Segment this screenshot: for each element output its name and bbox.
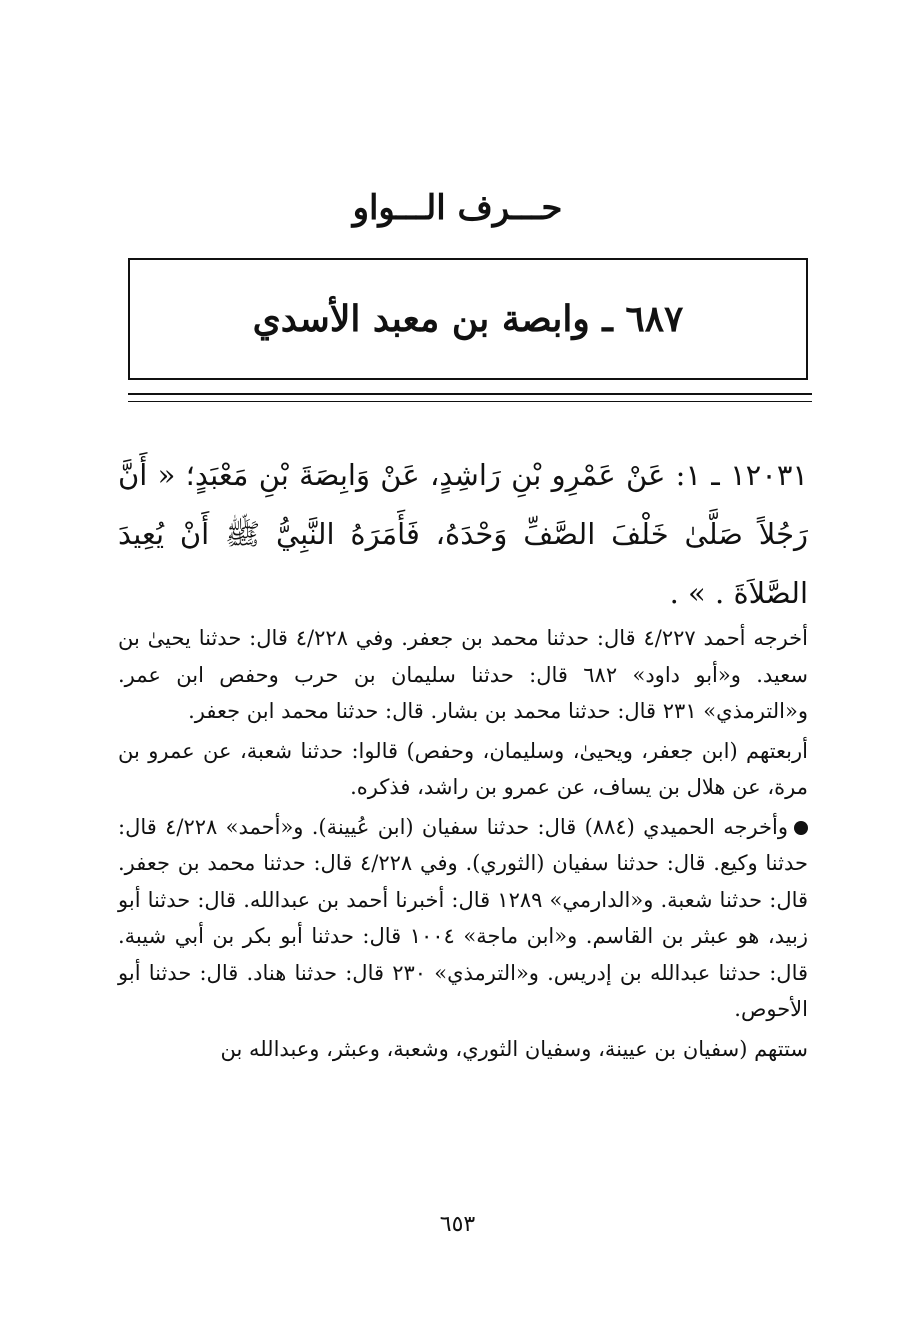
commentary-paragraph-2: أربعتهم (ابن جعفر، ويحيىٰ، وسليمان، وحفص) قالوا: حدثنا شعبة، عن عمرو بن مرة، عن هلال بن يساف، عن عمرو بن راشد، فذكره. — [118, 738, 808, 799]
commentary-paragraph-1: أخرجه أحمد ٤/٢٢٧ قال: حدثنا محمد بن جعفر. وفي ٤/٢٢٨ قال: حدثنا يحيىٰ بن سعيد. و«أبو داود» ٦٨٢ قال: حدثنا سليمان بن حرب وحفص ابن عمر. و«الترمذي» ٢٣١ قال: حدثنا محمد بن بشار. قال: حدثنا محمد ابن جعفر. — [118, 626, 808, 723]
commentary-paragraph-3-text: وأخرجه الحميدي (٨٨٤) قال: حدثنا سفيان (ابن عُيينة). و«أحمد» ٤/٢٢٨ قال: حدثنا وكيع. قال: حدثنا سفيان (الثوري). وفي ٤/٢٢٨ قال: حدثنا محمد بن جعفر. قال: حدثنا شعبة. و«الدارمي» ١٢٨٩ قال: أخبرنا أحمد بن عبدالله. قال: حدثنا أبو زبيد، هو عبثر بن القاسم. و«ابن ماجة» ١٠٠٤ قال: حدثنا أبو بكر بن أبي شيبة. قال: حدثنا عبدالله بن إدريس. و«الترمذي» ٢٣٠ قال: حدثنا هناد. قال: حدثنا أبو الأحوص. — [118, 814, 809, 1021]
commentary — [118, 620, 808, 1070]
chapter-heading: ٦٨٧ ـ وابصة بن معبد الأسدي — [252, 298, 684, 340]
divider-thick — [128, 393, 812, 395]
divider-thin — [128, 401, 812, 402]
commentary-paragraph-3 — [118, 809, 808, 1028]
hadith-text: ١٢٠٣١ ـ ١: عَنْ عَمْرِو بْنِ رَاشِدٍ، عَنْ وَابِصَةَ بْنِ مَعْبَدٍ؛ « أَنَّ رَجُلاً صَلَّىٰ خَلْفَ الصَّفِّ وَحْدَهُ، فَأَمَرَهُ النَّبِيُّ ﷺ أَنْ يُعِيدَ الصَّلاَةَ . » . — [118, 458, 808, 610]
commentary-paragraph-4: ستتهم (سفيان بن عيينة، وسفيان الثوري، وشعبة، وعبثر، وعبدالله بن — [220, 1036, 808, 1061]
section-title: حـــرف الـــواو — [352, 188, 563, 228]
bullet-icon — [794, 821, 808, 835]
page-number: ٦٥٣ — [439, 1212, 476, 1237]
